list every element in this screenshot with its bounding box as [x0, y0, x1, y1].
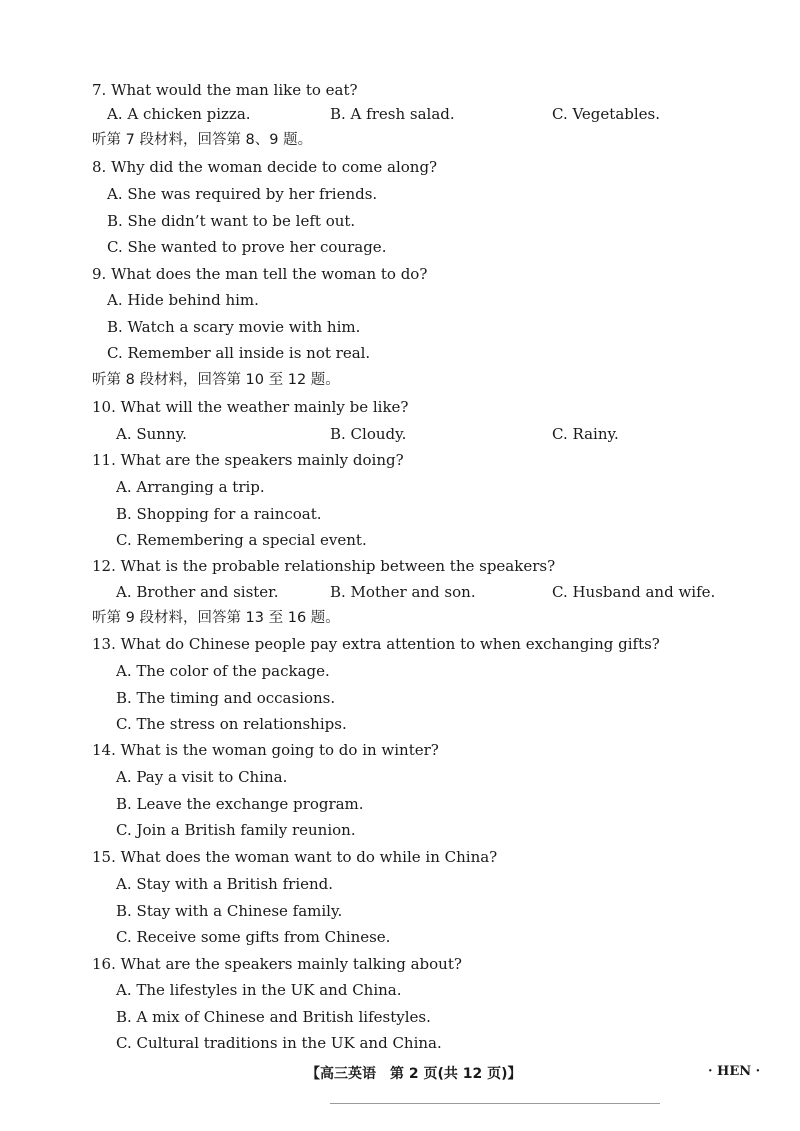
question-14: 14. What is the woman going to do in winter? [92, 741, 439, 759]
q11-option-b: B. Shopping for a raincoat. [116, 505, 322, 523]
q7-option-c: C. Vegetables. [552, 105, 661, 123]
question-9: 9. What does the man tell the woman to do? [92, 265, 428, 283]
question-12: 12. What is the probable relationship between the speakers? [92, 557, 556, 575]
q14-option-a: A. Pay a visit to China. [116, 768, 288, 786]
q9-option-b: B. Watch a scary movie with him. [107, 318, 361, 336]
page-number-label: 【高三英语 第 2 页(共 12 页)】 [306, 1066, 522, 1082]
q15-option-b: B. Stay with a Chinese family. [116, 902, 343, 920]
q12-option-b: B. Mother and son. [330, 583, 476, 601]
question-11: 11. What are the speakers mainly doing? [92, 451, 404, 469]
q11-option-a: A. Arranging a trip. [116, 478, 265, 496]
q12-option-a: A. Brother and sister. [116, 583, 279, 601]
question-15: 15. What does the woman want to do while in China? [92, 848, 498, 866]
question-8: 8. Why did the woman decide to come along? [92, 158, 438, 176]
q10-option-c: C. Rainy. [552, 425, 619, 443]
q15-option-c: C. Receive some gifts from Chinese. [116, 928, 391, 946]
q10-option-a: A. Sunny. [116, 425, 187, 443]
question-13: 13. What do Chinese people pay extra attention to when exchanging gifts? [92, 635, 660, 653]
question-7: 7. What would the man like to eat? [92, 81, 358, 99]
q16-option-c: C. Cultural traditions in the UK and China. [116, 1034, 442, 1052]
section-9-heading: 听第 9 段材料，回答第 13 至 16 题。 [92, 610, 340, 626]
q12-option-c: C. Husband and wife. [552, 583, 716, 601]
q15-option-a: A. Stay with a British friend. [116, 875, 334, 893]
q13-option-b: B. The timing and occasions. [116, 689, 336, 707]
q8-option-c: C. She wanted to prove her courage. [107, 238, 387, 256]
q13-option-a: A. The color of the package. [116, 662, 330, 680]
q11-option-c: C. Remembering a special event. [116, 531, 367, 549]
q14-option-c: C. Join a British family reunion. [116, 821, 356, 839]
q13-option-c: C. The stress on relationships. [116, 715, 347, 733]
exam-code: · HEN · [708, 1064, 761, 1079]
q7-option-a: A. A chicken pizza. [107, 105, 251, 123]
question-10: 10. What will the weather mainly be like? [92, 398, 409, 416]
q16-option-a: A. The lifestyles in the UK and China. [116, 981, 402, 999]
q8-option-a: A. She was required by her friends. [107, 185, 378, 203]
footer-divider [330, 1103, 660, 1104]
q8-option-b: B. She didn’t want to be left out. [107, 212, 356, 230]
section-8-heading: 听第 8 段材料，回答第 10 至 12 题。 [92, 372, 340, 388]
section-7-heading: 听第 7 段材料，回答第 8、9 题。 [92, 132, 313, 148]
q9-option-a: A. Hide behind him. [107, 291, 259, 309]
q9-option-c: C. Remember all inside is not real. [107, 344, 371, 362]
q14-option-b: B. Leave the exchange program. [116, 795, 364, 813]
page-footer [0, 1063, 800, 1085]
q7-option-b: B. A fresh salad. [330, 105, 455, 123]
question-16: 16. What are the speakers mainly talking about? [92, 955, 462, 973]
q16-option-b: B. A mix of Chinese and British lifestyles. [116, 1008, 431, 1026]
q10-option-b: B. Cloudy. [330, 425, 407, 443]
